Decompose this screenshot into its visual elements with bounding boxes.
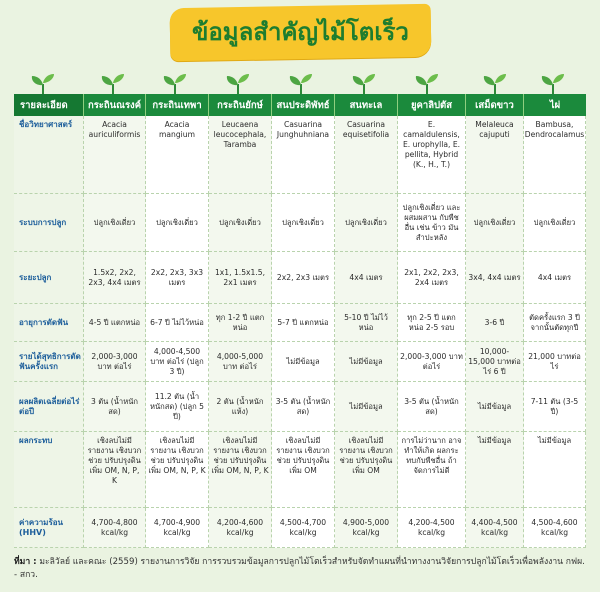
source-text: มะลิวัลย์ และคณะ (2559) รายงานการวิจัย การรวบรวมข้อมูลการปลูกไม้โตเร็วสำหรับจัดทำแผนที่นำทางงานวิจัยการปลูกไม้โตเร็วเพื่อพลังงาน กฟผ. - สกว. [14, 557, 585, 580]
table-cell: 21,000 บาทต่อไร่ [524, 342, 586, 382]
table-cell: 2x2, 2x3, 3x3 เมตร [146, 252, 209, 304]
source-label: ที่มา : [14, 557, 37, 567]
table-cell: 5-7 ปี แตกหน่อ [272, 304, 335, 342]
table-cell: เชิงลบไม่มีรายงาน เชิงบวกช่วย ปรับปรุงดิน เพิ่ม OM [272, 432, 335, 508]
table-cell: 2 ตัน (น้ำหนักแห้ง) [209, 382, 272, 432]
table-cell: 3x4, 4x4 เมตร [466, 252, 524, 304]
data-table [14, 116, 586, 548]
source-footer [14, 556, 586, 582]
table-cell: Acacia mangium [146, 116, 209, 194]
table-cell: 4,700-4,900 kcal/kg [146, 508, 209, 548]
table-cell: ทุก 1-2 ปี แตกหน่อ [209, 304, 272, 342]
table-cell: ปลูกเชิงเดี่ยว [335, 194, 398, 252]
table-cell: ปลูกเชิงเดี่ยว [146, 194, 209, 252]
table-cell: ไม่มีข้อมูล [335, 342, 398, 382]
table-cell: Bambusa, Dendrocalamus [524, 116, 586, 194]
table-cell: ปลูกเชิงเดี่ยว [209, 194, 272, 252]
table-cell: 3 ตัน (น้ำหนักสด) [84, 382, 146, 432]
table-cell: ปลูกเชิงเดี่ยว [466, 194, 524, 252]
table-cell: 4,000-4,500 บาท ต่อไร่ (ปลูก 3 ปี) [146, 342, 209, 382]
table-cell: E. camaldulensis, E. urophylla, E. pellita, Hybrid (K., H., T.) [398, 116, 466, 194]
table-cell: Casuarina Junghuhniana [272, 116, 335, 194]
title-banner [0, 4, 600, 60]
table-cell: 2x2, 2x3 เมตร [272, 252, 335, 304]
table-cell: ไม่มีข้อมูล [466, 432, 524, 508]
table-header [14, 94, 586, 116]
sprout-icon [538, 74, 568, 96]
table-cell: ไม่มีข้อมูล [335, 382, 398, 432]
table-cell: 1.5x2, 2x2, 2x3, 4x4 เมตร [84, 252, 146, 304]
sprout-icon [98, 74, 128, 96]
header-details: รายละเอียด [14, 94, 84, 116]
sprout-icon [28, 74, 58, 96]
table-cell: ปลูกเชิงเดี่ยว [524, 194, 586, 252]
table-cell: ตัดครั้งแรก 3 ปี จากนั้นตัดทุกปี [524, 304, 586, 342]
table-cell: 4,700-4,800 kcal/kg [84, 508, 146, 548]
table-cell: 4,000-5,000 บาท ต่อไร่ [209, 342, 272, 382]
sprout-icon [480, 74, 510, 96]
header-eucalyptus: ยูคาลิปตัส [398, 94, 466, 116]
table-cell: ไม่มีข้อมูล [272, 342, 335, 382]
table-cell: 7-11 ตัน (3-5 ปี) [524, 382, 586, 432]
header-casuarina-junghuhniana: สนประดิพัทธ์ [272, 94, 335, 116]
sprout-icon [223, 74, 253, 96]
table-cell: 4,200-4,600 kcal/kg [209, 508, 272, 548]
table-cell: 4,400-4,500 kcal/kg [466, 508, 524, 548]
header-leucaena: กระถินยักษ์ [209, 94, 272, 116]
header-acacia-mangium: กระถินเทพา [146, 94, 209, 116]
sprout-icon [349, 74, 379, 96]
row-label-avg-yield: ผลผลิตเฉลี่ยต่อไร่ต่อปี [14, 382, 84, 432]
table-cell: เชิงลบไม่มีรายงาน เชิงบวกช่วย ปรับปรุงดิน เพิ่ม OM [335, 432, 398, 508]
table-cell: 4,500-4,600 kcal/kg [524, 508, 586, 548]
table-cell: 2x1, 2x2, 2x3, 2x4 เมตร [398, 252, 466, 304]
table-cell: 4,900-5,000 kcal/kg [335, 508, 398, 548]
table-cell: Acacia auriculiformis [84, 116, 146, 194]
table-cell: 11.2 ตัน (น้ำหนักสด) (ปลูก 5 ปี) [146, 382, 209, 432]
row-label-heating-value: ค่าความร้อน (HHV) [14, 508, 84, 548]
row-label-scientific-name: ชื่อวิทยาศาสตร์ [14, 116, 84, 194]
table-cell: 3-5 ตัน (น้ำหนักสด) [272, 382, 335, 432]
header-bamboo: ไผ่ [524, 94, 586, 116]
table-cell: 4-5 ปี แตกหน่อ [84, 304, 146, 342]
table-cell: 4x4 เมตร [524, 252, 586, 304]
table-cell: 4,500-4,700 kcal/kg [272, 508, 335, 548]
table-cell: 1x1, 1.5x1.5, 2x1 เมตร [209, 252, 272, 304]
table-cell: ไม่มีข้อมูล [524, 432, 586, 508]
table-cell: เชิงลบไม่มีรายงาน เชิงบวกช่วย ปรับปรุงดิน เพิ่ม OM, N, P, K [209, 432, 272, 508]
header-casuarina-equisetifolia: สนทะเล [335, 94, 398, 116]
table-cell: 6-7 ปี ไม่ไว้หน่อ [146, 304, 209, 342]
table-cell: ไม่มีข้อมูล [466, 382, 524, 432]
header-acacia-auriculiformis: กระถินณรงค์ [84, 94, 146, 116]
table-cell: 4,200-4,500 kcal/kg [398, 508, 466, 548]
table-cell: เชิงลบไม่มีรายงาน เชิงบวกช่วย ปรับปรุงดิน เพิ่ม OM, N, P, K [84, 432, 146, 508]
table-cell: 3-6 ปี [466, 304, 524, 342]
table-cell: ทุก 2-5 ปี แตกหน่อ 2-5 รอบ [398, 304, 466, 342]
row-label-impact: ผลกระทบ [14, 432, 84, 508]
table-cell: 2,000-3,000 บาท ต่อไร่ [398, 342, 466, 382]
table-cell: Casuarina equisetifolia [335, 116, 398, 194]
table-cell: 3-5 ตัน (น้ำหนักสด) [398, 382, 466, 432]
table-cell: 10,000-15,000 บาทต่อไร่ 6 ปี [466, 342, 524, 382]
row-label-planting-system: ระบบการปลูก [14, 194, 84, 252]
row-label-harvest-age: อายุการตัดฟัน [14, 304, 84, 342]
table-cell: การไม่ว่านาก อาจทำให้เกิด ผลกระทบกับพืชอื่น ถ้าจัดการไม่ดี [398, 432, 466, 508]
table-cell: Melaleuca cajuputi [466, 116, 524, 194]
page-title: ข้อมูลสำคัญไม้โตเร็ว [191, 17, 409, 46]
header-melaleuca: เสม็ดขาว [466, 94, 524, 116]
row-label-spacing: ระยะปลูก [14, 252, 84, 304]
row-label-net-income: รายได้สุทธิการตัดฟันครั้งแรก [14, 342, 84, 382]
sprout-icon [412, 74, 442, 96]
table-cell: Leucaena leucocephala, Taramba [209, 116, 272, 194]
sprout-icon [160, 74, 190, 96]
table-cell: ปลูกเชิงเดี่ยว [84, 194, 146, 252]
table-cell: ปลูกเชิงเดี่ยว [272, 194, 335, 252]
sprout-icon [286, 74, 316, 96]
table-cell: 5-10 ปี ไม่ไว้หน่อ [335, 304, 398, 342]
table-cell: ปลูกเชิงเดี่ยว และผสมผสาน กับพืชอื่น เช่น ข้าว มันสำปะหลัง [398, 194, 466, 252]
table-cell: 2,000-3,000 บาท ต่อไร่ [84, 342, 146, 382]
table-cell: เชิงลบไม่มีรายงาน เชิงบวกช่วย ปรับปรุงดิน เพิ่ม OM, N, P, K [146, 432, 209, 508]
table-cell: 4x4 เมตร [335, 252, 398, 304]
title-badge [169, 3, 431, 61]
